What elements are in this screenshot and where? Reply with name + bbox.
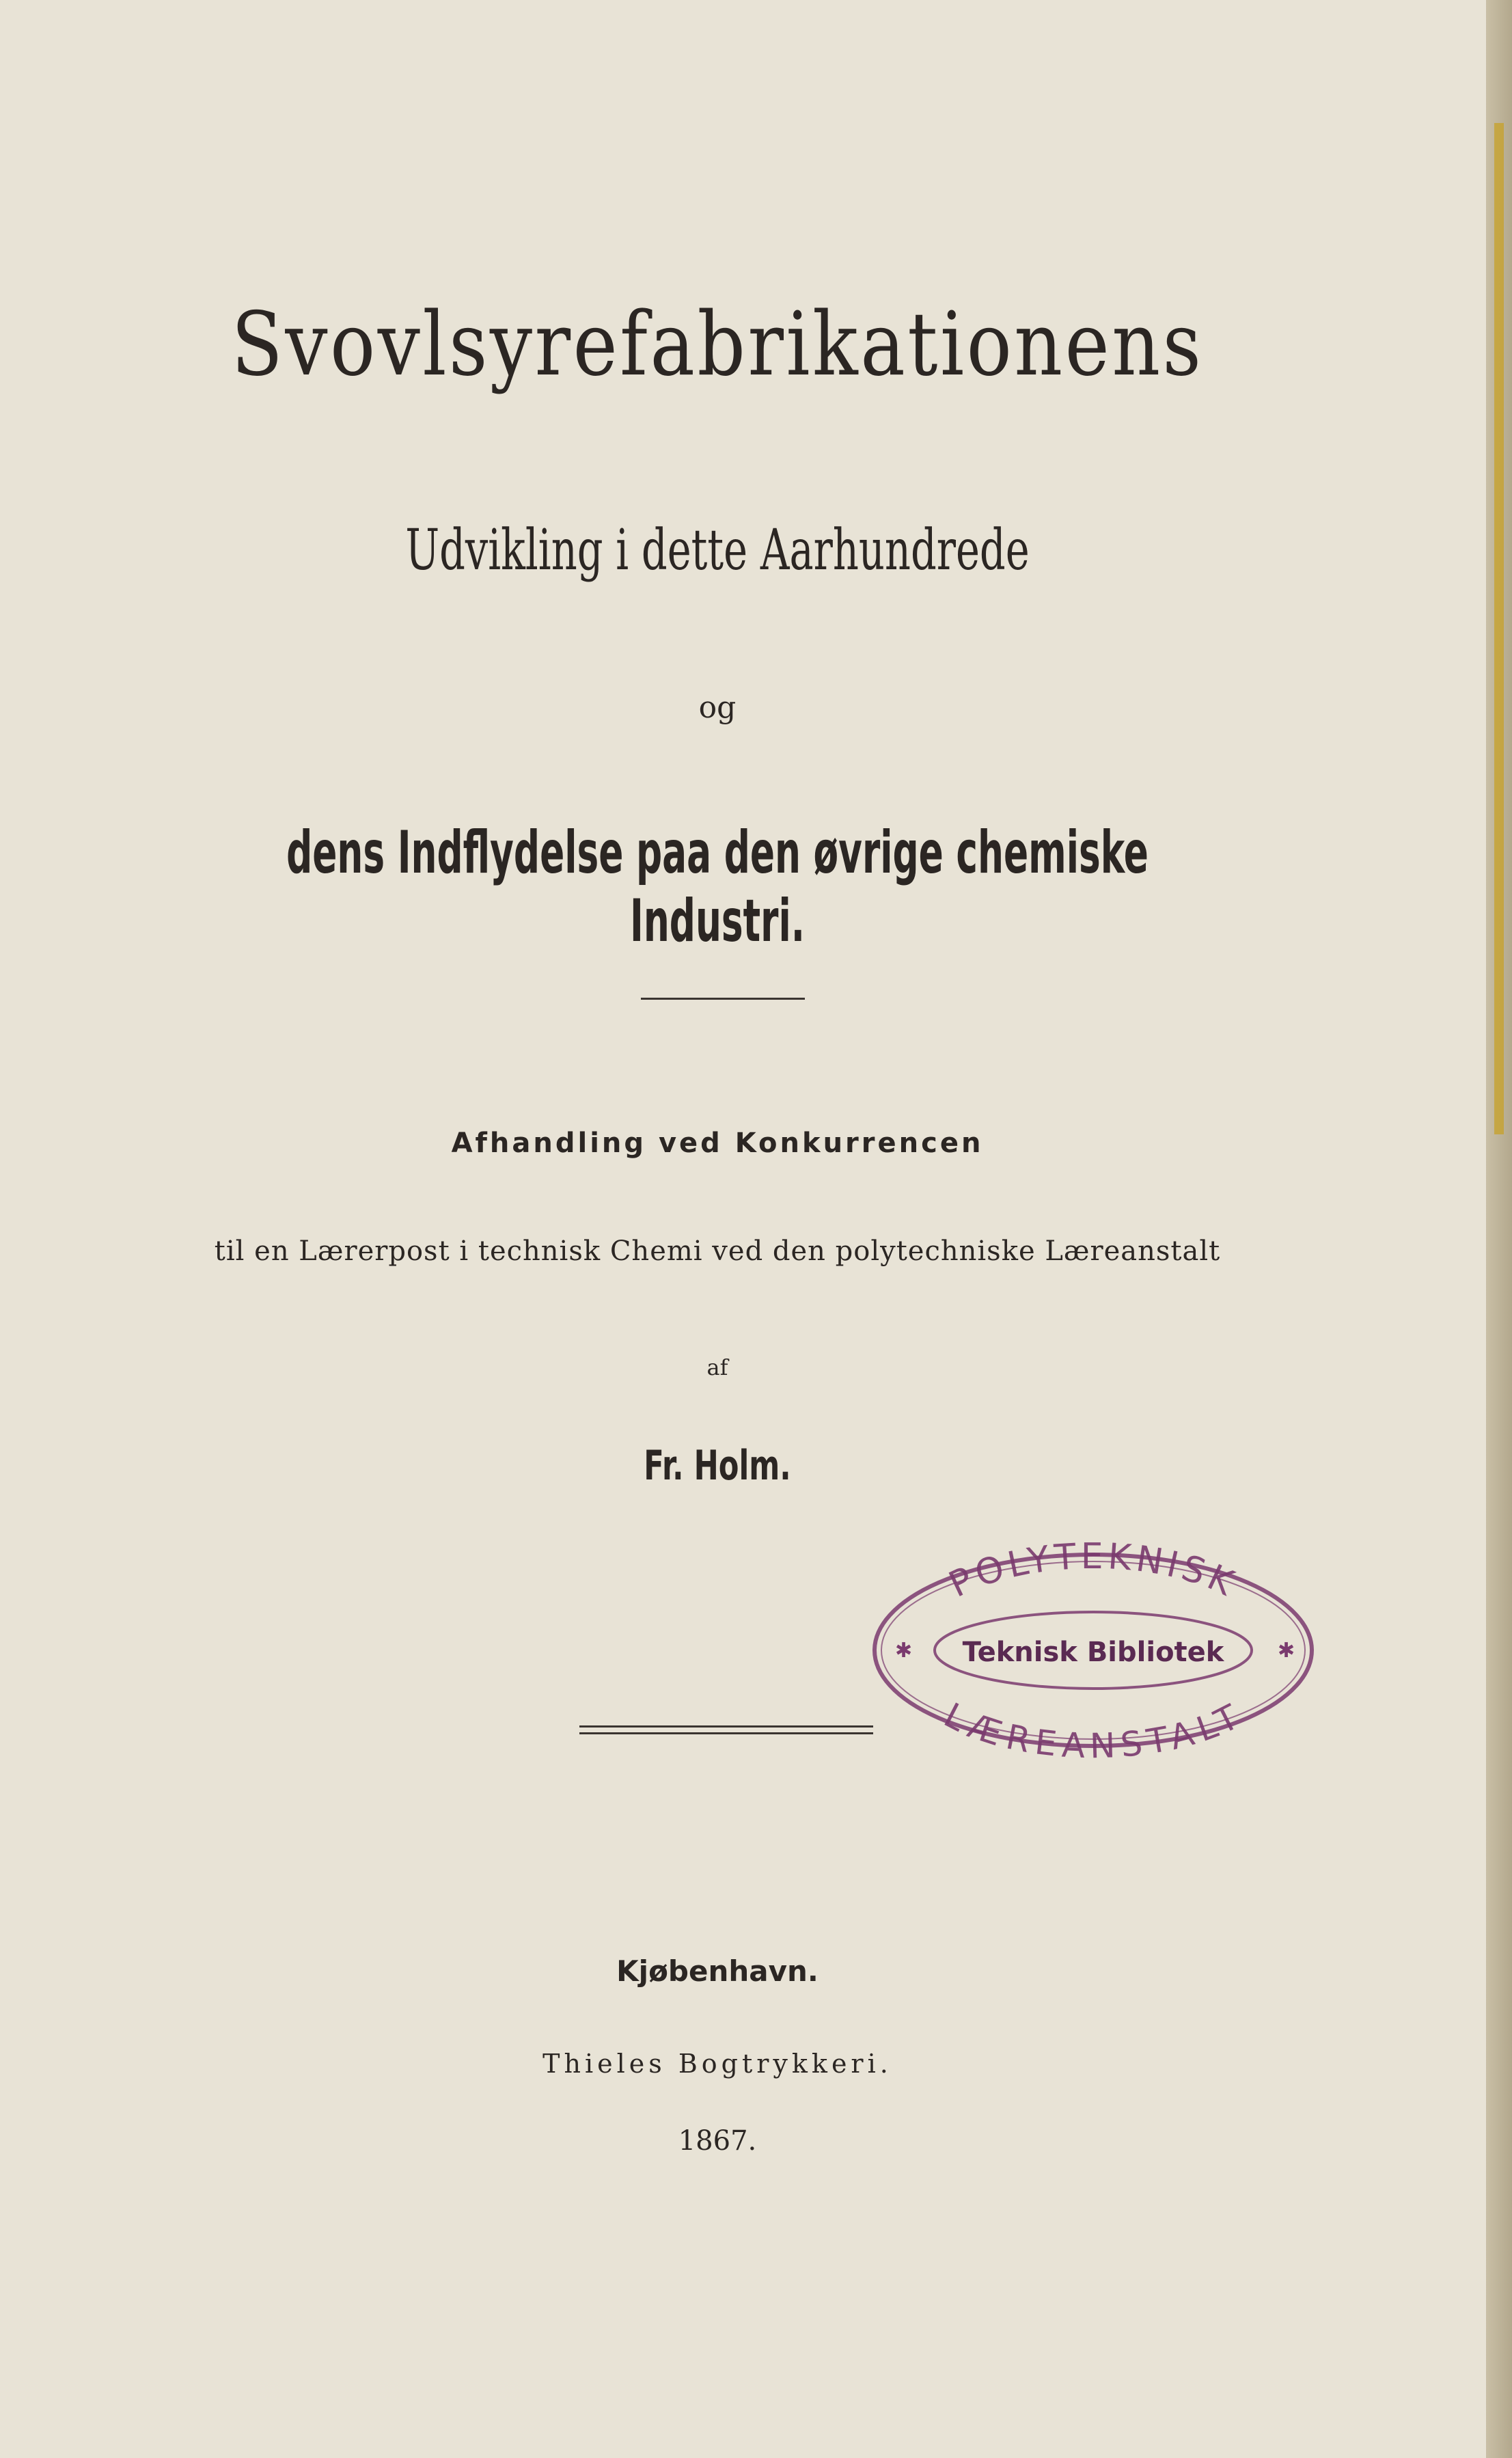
double-rule xyxy=(579,1725,873,1739)
gilt-edge xyxy=(1494,123,1504,1134)
svg-text:POLYTEKNISK xyxy=(943,1541,1243,1606)
stamp-star-right-icon: ✱ xyxy=(1278,1639,1295,1663)
by-line: af xyxy=(706,1354,728,1380)
occasion-line: til en Lærerpost i technisk Chemi ved den polytechniske Læreanstalt xyxy=(214,1235,1221,1267)
book-subtitle: Udvikling i dette Aarhundrede xyxy=(405,518,1030,583)
stamp-top-text: POLYTEKNISK xyxy=(943,1541,1243,1606)
stamp-center-text: Teknisk Bibliotek xyxy=(962,1637,1224,1668)
svg-text:LÆREANSTALT xyxy=(938,1695,1249,1760)
place-of-publication: Kjøbenhavn. xyxy=(616,1954,819,1988)
publication-year: 1867. xyxy=(678,2125,757,2157)
author-name: Fr. Holm. xyxy=(644,1442,791,1490)
library-stamp xyxy=(861,1541,1325,1760)
book-title: Svovlsyrefabrikationens xyxy=(231,294,1204,396)
stamp-bottom-text: LÆREANSTALT xyxy=(937,1695,1249,1760)
treatise-line: Afhandling ved Konkurrencen xyxy=(451,1128,984,1159)
divider-rule xyxy=(641,998,805,1000)
stamp-star-left-icon: ✱ xyxy=(895,1639,913,1663)
book-subtitle-2: dens Indflydelse paa den øvrige chemiske Industri. xyxy=(286,819,1149,955)
printer-name: Thieles Bogtrykkeri. xyxy=(542,2049,892,2079)
conjunction: og xyxy=(698,690,737,725)
